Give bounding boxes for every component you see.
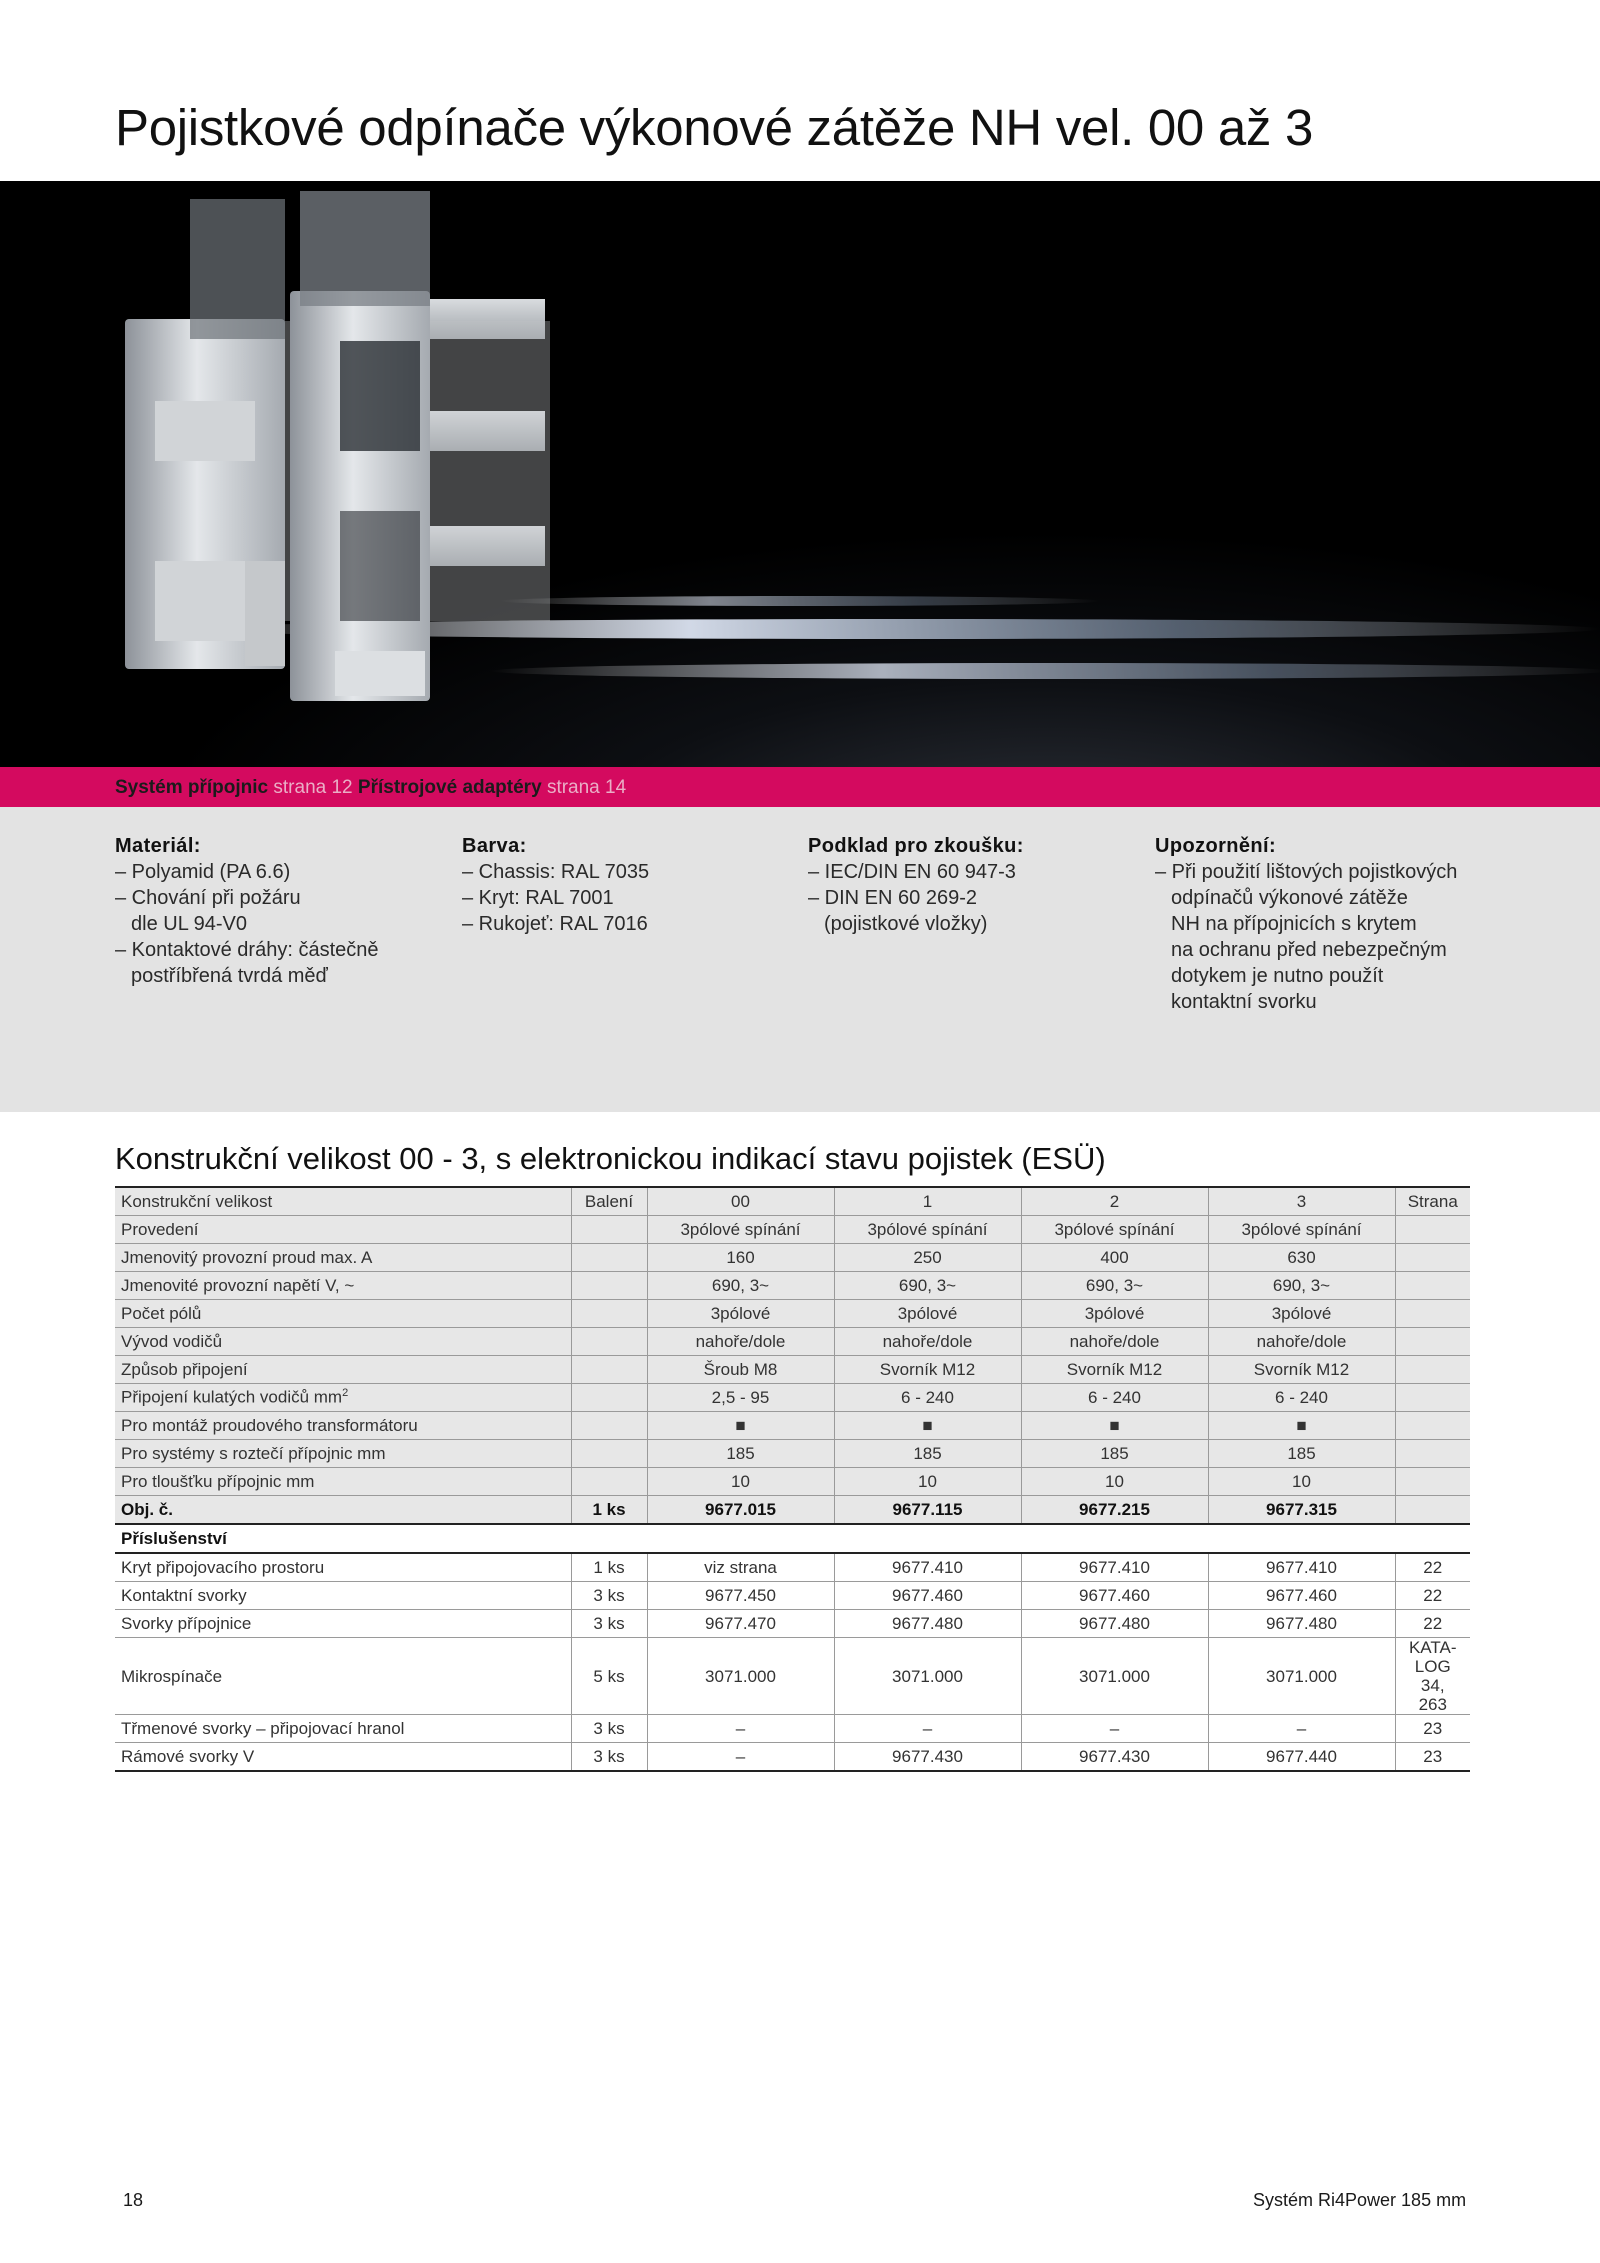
table-cell: 6 - 240 xyxy=(1021,1384,1208,1412)
table-cell: nahoře/dole xyxy=(834,1328,1021,1356)
table-cell: – xyxy=(1021,1715,1208,1743)
table-cell: viz strana xyxy=(647,1553,834,1582)
accessories-heading: Příslušenství xyxy=(115,1524,1470,1553)
table-row xyxy=(115,1300,1470,1328)
table-cell: 9677.430 xyxy=(1021,1743,1208,1772)
spec-line: – Rukojeť: RAL 7016 xyxy=(462,913,648,935)
spec-line: – Kryt: RAL 7001 xyxy=(462,887,614,909)
table-header-row xyxy=(115,1187,1470,1216)
table-cell: Kryt připojovacího prostoru xyxy=(115,1553,571,1582)
table-row xyxy=(115,1412,1470,1440)
table-cell: 185 xyxy=(1208,1440,1395,1468)
table-cell: 9677.015 xyxy=(647,1496,834,1525)
spec-line: kontaktní svorku xyxy=(1171,991,1317,1013)
table-cell: 22 xyxy=(1395,1553,1470,1582)
spec-line: – Polyamid (PA 6.6) xyxy=(115,861,291,883)
table-cell: – xyxy=(834,1715,1021,1743)
table-cell: 9677.410 xyxy=(1021,1553,1208,1582)
table-cell: 10 xyxy=(834,1468,1021,1496)
accessory-row xyxy=(115,1610,1470,1638)
spec-line: odpínačů výkonové zátěže xyxy=(1171,887,1408,909)
table-cell: Mikrospínače xyxy=(115,1638,571,1715)
spec-line: dle UL 94-V0 xyxy=(131,913,247,935)
accessory-row xyxy=(115,1715,1470,1743)
table-cell: 9677.450 xyxy=(647,1582,834,1610)
table-cell: 22 xyxy=(1395,1610,1470,1638)
table-cell: Konstrukční velikost xyxy=(115,1187,571,1216)
spec-heading: Upozornění: xyxy=(1155,835,1277,857)
table-cell: Počet pólů xyxy=(115,1300,571,1328)
table-cell: ■ xyxy=(647,1412,834,1440)
table-cell xyxy=(1395,1384,1470,1412)
table-cell: 23 xyxy=(1395,1715,1470,1743)
accessories-heading-row xyxy=(115,1524,1470,1553)
table-cell: 9677.460 xyxy=(1021,1582,1208,1610)
table-cell: 3 ks xyxy=(571,1715,647,1743)
table-cell: 690, 3~ xyxy=(1021,1272,1208,1300)
table-cell: – xyxy=(1208,1715,1395,1743)
table-cell: Pro systémy s roztečí přípojnic mm xyxy=(115,1440,571,1468)
table-cell: Svorník M12 xyxy=(1021,1356,1208,1384)
table-row xyxy=(115,1356,1470,1384)
page-title: Pojistkové odpínače výkonové zátěže NH vel. 00 až 3 xyxy=(115,99,1314,156)
table-cell: Svorky přípojnice xyxy=(115,1610,571,1638)
table-cell xyxy=(571,1440,647,1468)
product-table xyxy=(115,1186,1470,1772)
table-cell: Vývod vodičů xyxy=(115,1328,571,1356)
accessory-row xyxy=(115,1582,1470,1610)
spec-line: – Při použití lištových pojistkových xyxy=(1155,861,1458,883)
fuse-switch-illustration xyxy=(0,181,1600,767)
table-cell: 23 xyxy=(1395,1743,1470,1772)
table-cell xyxy=(571,1468,647,1496)
table-row xyxy=(115,1244,1470,1272)
spec-line: – Kontaktové dráhy: částečně xyxy=(115,939,379,961)
table-cell xyxy=(571,1412,647,1440)
table-cell: Třmenové svorky – připojovací hranol xyxy=(115,1715,571,1743)
table-row xyxy=(115,1384,1470,1412)
table-cell: 250 xyxy=(834,1244,1021,1272)
order-number-row xyxy=(115,1496,1470,1525)
table-cell: 185 xyxy=(647,1440,834,1468)
table-row xyxy=(115,1440,1470,1468)
table-cell: 9677.480 xyxy=(1208,1610,1395,1638)
table-cell xyxy=(1395,1300,1470,1328)
table-cell: Rámové svorky V xyxy=(115,1743,571,1772)
table-cell: 9677.410 xyxy=(834,1553,1021,1582)
table-cell: Šroub M8 xyxy=(647,1356,834,1384)
table-cell: Kontaktní svorky xyxy=(115,1582,571,1610)
spec-line: na ochranu před nebezpečným xyxy=(1171,939,1447,961)
table-cell: 6 - 240 xyxy=(834,1384,1021,1412)
page-number: 18 xyxy=(123,2190,144,2210)
footer-product: Systém Ri4Power 185 mm xyxy=(1253,2190,1467,2210)
table-cell xyxy=(571,1384,647,1412)
table-cell: 9677.480 xyxy=(1021,1610,1208,1638)
table-cell xyxy=(1395,1440,1470,1468)
table-cell: 3pólové spínání xyxy=(1208,1216,1395,1244)
table-cell: 3pólové xyxy=(1021,1300,1208,1328)
table-cell: 3 xyxy=(1208,1187,1395,1216)
table-cell xyxy=(1395,1496,1470,1525)
table-cell: Balení xyxy=(571,1187,647,1216)
table-cell: – xyxy=(647,1743,834,1772)
table-cell: 9677.430 xyxy=(834,1743,1021,1772)
spec-line: postříbřená tvrdá měď xyxy=(131,965,328,987)
table-cell: 22 xyxy=(1395,1582,1470,1610)
table-cell: ■ xyxy=(1021,1412,1208,1440)
table-cell: 3071.000 xyxy=(1208,1638,1395,1715)
spec-material xyxy=(115,833,445,989)
table-cell: 185 xyxy=(1021,1440,1208,1468)
spec-line: (pojistkové vložky) xyxy=(824,913,988,935)
spec-heading: Barva: xyxy=(462,835,527,857)
table-cell: 1 xyxy=(834,1187,1021,1216)
table-cell: 9677.215 xyxy=(1021,1496,1208,1525)
table-cell: nahoře/dole xyxy=(1208,1328,1395,1356)
table-cell: 2,5 - 95 xyxy=(647,1384,834,1412)
table-cell: 9677.410 xyxy=(1208,1553,1395,1582)
table-cell: 630 xyxy=(1208,1244,1395,1272)
table-cell xyxy=(1395,1272,1470,1300)
table-cell: 6 - 240 xyxy=(1208,1384,1395,1412)
spec-line: – IEC/DIN EN 60 947-3 xyxy=(808,861,1016,883)
accessory-row xyxy=(115,1638,1470,1715)
table-cell: nahoře/dole xyxy=(647,1328,834,1356)
table-cell: 400 xyxy=(1021,1244,1208,1272)
table-cell: 1 ks xyxy=(571,1496,647,1525)
table-cell: 160 xyxy=(647,1244,834,1272)
table-row xyxy=(115,1468,1470,1496)
table-cell: ■ xyxy=(834,1412,1021,1440)
table-cell: Jmenovité provozní napětí V, ~ xyxy=(115,1272,571,1300)
table-cell: 3pólové xyxy=(834,1300,1021,1328)
accessory-row xyxy=(115,1553,1470,1582)
table-cell: 185 xyxy=(834,1440,1021,1468)
section-title: Konstrukční velikost 00 - 3, s elektronickou indikací stavu pojistek (ESÜ) xyxy=(115,1141,1106,1176)
table-cell: 690, 3~ xyxy=(1208,1272,1395,1300)
adapters-page-ref: strana 14 xyxy=(546,777,627,798)
table-cell: Svorník M12 xyxy=(834,1356,1021,1384)
table-cell: 690, 3~ xyxy=(647,1272,834,1300)
table-cell: ■ xyxy=(1208,1412,1395,1440)
table-cell: nahoře/dole xyxy=(1021,1328,1208,1356)
table-cell xyxy=(571,1244,647,1272)
table-cell: 3 ks xyxy=(571,1610,647,1638)
table-cell: 10 xyxy=(1021,1468,1208,1496)
table-cell xyxy=(1395,1244,1470,1272)
accessory-row xyxy=(115,1743,1470,1772)
table-cell xyxy=(1395,1468,1470,1496)
table-row xyxy=(115,1328,1470,1356)
table-cell xyxy=(571,1272,647,1300)
table-cell: Svorník M12 xyxy=(1208,1356,1395,1384)
specifications-panel xyxy=(0,807,1600,1112)
spec-heading: Podklad pro zkoušku: xyxy=(808,835,1024,857)
spec-line: – Chování při požáru xyxy=(115,887,301,909)
table-cell xyxy=(1395,1216,1470,1244)
table-cell: 9677.115 xyxy=(834,1496,1021,1525)
spec-line: dotykem je nutno použít xyxy=(1171,965,1384,987)
spec-line: – DIN EN 60 269-2 xyxy=(808,887,977,909)
table-cell: 3pólové xyxy=(1208,1300,1395,1328)
table-cell: 3pólové spínání xyxy=(834,1216,1021,1244)
product-photo xyxy=(0,181,1600,767)
table-cell: Provedení xyxy=(115,1216,571,1244)
spec-line: – Chassis: RAL 7035 xyxy=(462,861,650,883)
table-cell: Strana xyxy=(1395,1187,1470,1216)
table-cell: 9677.460 xyxy=(1208,1582,1395,1610)
spec-color xyxy=(462,833,792,937)
table-cell: 3pólové xyxy=(647,1300,834,1328)
table-cell xyxy=(571,1216,647,1244)
table-cell: 3071.000 xyxy=(1021,1638,1208,1715)
table-cell: 9677.440 xyxy=(1208,1743,1395,1772)
table-cell: 690, 3~ xyxy=(834,1272,1021,1300)
table-cell: 9677.470 xyxy=(647,1610,834,1638)
table-cell: 9677.460 xyxy=(834,1582,1021,1610)
cross-reference-bar xyxy=(0,767,1600,807)
table-cell: – xyxy=(647,1715,834,1743)
system-page-ref: strana 12 xyxy=(273,777,353,798)
table-cell: 5 ks xyxy=(571,1638,647,1715)
table-cell: 3 ks xyxy=(571,1582,647,1610)
table-cell: 3pólové spínání xyxy=(1021,1216,1208,1244)
table-cell: 3071.000 xyxy=(647,1638,834,1715)
table-cell xyxy=(571,1328,647,1356)
table-cell xyxy=(571,1300,647,1328)
table-cell: 2 xyxy=(1021,1187,1208,1216)
table-cell xyxy=(1395,1356,1470,1384)
spec-heading: Materiál: xyxy=(115,835,201,857)
system-link-label[interactable]: Systém přípojnic xyxy=(115,777,269,798)
table-cell: 3 ks xyxy=(571,1743,647,1772)
table-cell: Pro montáž proudového transformátoru xyxy=(115,1412,571,1440)
table-cell: Obj. č. xyxy=(115,1496,571,1525)
table-cell: 10 xyxy=(647,1468,834,1496)
table-cell: Pro tloušťku přípojnic mm xyxy=(115,1468,571,1496)
spec-notice xyxy=(1155,833,1485,1015)
table-cell: 9677.315 xyxy=(1208,1496,1395,1525)
table-cell: 00 xyxy=(647,1187,834,1216)
table-cell: Připojení kulatých vodičů $mm^2$ xyxy=(115,1384,571,1412)
table-cell: 3071.000 xyxy=(834,1638,1021,1715)
adapters-link-label[interactable]: Přístrojové adaptéry xyxy=(357,777,542,798)
table-cell xyxy=(1395,1412,1470,1440)
table-cell: 9677.480 xyxy=(834,1610,1021,1638)
spec-line: NH na přípojnicích s krytem xyxy=(1171,913,1417,935)
table-cell xyxy=(1395,1328,1470,1356)
table-cell: Způsob připojení xyxy=(115,1356,571,1384)
table-cell: KATA- LOG 34, 263 xyxy=(1395,1638,1470,1715)
table-cell: 1 ks xyxy=(571,1553,647,1582)
table-cell xyxy=(571,1356,647,1384)
table-cell: Jmenovitý provozní proud max. A xyxy=(115,1244,571,1272)
table-row xyxy=(115,1216,1470,1244)
table-cell: 10 xyxy=(1208,1468,1395,1496)
table-row xyxy=(115,1272,1470,1300)
table-cell: 3pólové spínání xyxy=(647,1216,834,1244)
spec-testing xyxy=(808,833,1138,937)
